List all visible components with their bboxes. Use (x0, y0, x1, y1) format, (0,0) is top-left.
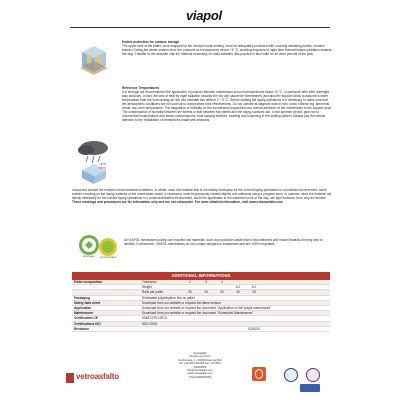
table-row-label: Revisione (74, 326, 90, 331)
table-cell: 20 (220, 290, 224, 295)
footer-line: Via Romana, 1 - 00000 Ravenna (RA) (178, 358, 222, 362)
table-row-sub: 0048-CPR-10074 (142, 316, 167, 321)
table-row-sub: Rolls per pallet (142, 290, 164, 295)
table-row-label (72, 285, 142, 289)
table-row-label: Certification CE (74, 316, 98, 321)
information-notice: These markings and procedures are for information only and are not exhaustive. For more detailed information, visit www.retsoasfalto.com (72, 200, 283, 204)
table-cell: 30 (188, 290, 192, 295)
viapol-logo: viapol (186, 8, 222, 23)
header-divider (70, 27, 330, 28)
footer-contact (170, 352, 230, 379)
vetroasfalto-logo-text: vetroasfalto (76, 372, 119, 381)
table-row (72, 327, 330, 332)
table-title: ADDITIONAL INFORMATIONS (72, 272, 330, 280)
pallet-illustration (74, 38, 114, 78)
table-cell: 5,0 (251, 285, 257, 290)
table-cell: 4 (221, 280, 223, 284)
footer-line: P.IVA 00000000000 (188, 375, 212, 379)
table-row-sub (142, 327, 182, 331)
footer-line: www.retsoasfalto.com (187, 372, 213, 376)
table-row-label: Packaging (74, 295, 90, 300)
table-cell: 25 (204, 290, 208, 295)
footer-line: Società per Azioni (189, 355, 211, 359)
table-row-sub: Download from our website or request the document "Application of the Viapol membranes" (142, 306, 272, 311)
table-body (72, 280, 330, 332)
quality-logo (252, 367, 266, 381)
ecosustainable-badge-label: ECOSOSTENIBILE (100, 257, 116, 259)
cloud-illustration (74, 138, 114, 188)
table-row-sub: Thickness (142, 280, 157, 284)
table-row-label: Safety data sheet (74, 300, 101, 305)
table-cell: 3 (205, 280, 207, 284)
table-row-sub: Download from our website or request the latest version (142, 300, 221, 305)
table-cell: 30 (236, 290, 240, 295)
table-cell: 02/2020 (248, 326, 260, 331)
recyclable-badge (78, 234, 100, 256)
footer-line: info@retsoasfalto.com (187, 369, 213, 373)
additional-info-table (72, 272, 330, 332)
ecosustainable-badge (98, 237, 118, 257)
table-row-label: Maintenance (74, 311, 94, 316)
certification-logo-1 (284, 368, 298, 382)
pallet-body: The upper face of the pallet, once wrapped by the invoiced solar heating, must be adequately protected with covering insulating panels, wooden boards. During the winter season store the products at a temperature above +5 °C, avoiding exposure to night-time thermal losses (radiation towards the sky). Transfer to the worksite only the material necessary for daily activities; this practice is also valid for all other periods of the year. (122, 44, 332, 56)
cold-temp-label: +5°C (99, 162, 106, 166)
table-row-sub: Download from our website or request the document "Scheduled Maintenance" (142, 311, 254, 316)
table-row-label: Application (74, 306, 92, 311)
table-row-sub: 9001:2015 (142, 321, 158, 326)
temperature-body: It is strongly not recommended the application of polymer-bitumen membranes at room temperatures below +5 °C, in particular after their overnight stay outdoors. In fact, the loss of heat by night radiation towards the sky can cause the membranes (and also the support deck) to assume a lower temperature than the surrounding air. We can estimate this delta in 2 ÷ 5 °C. Before starting the laying operations it is necessary to make sure that the atmospheric conditions are not such as to compromise their effectiveness. Do not operate at stagnant work in rain, snow, intense fog, abnormal winds, low room temperature. The stagnation of humidity on the membranes jeopardizes the normal adhesion of the membranes to the support deck. The condensation of humidity between the sheets or that between the sheets and the laying surfaces can, in the summer period, give rise to uncontrolled evaporations and steam overpressures, thus causing bubbles, swelling and loosening in the sealing system. Always pay the utmost attention to the installation of membranes made with seasonal (122, 90, 332, 122)
temperature-section (122, 86, 332, 122)
footer-line: 000000000 (193, 365, 207, 369)
continuation-body: compound outside the foreseen environmental conditions. In winter, store the material that is not strictly necessary for the current laying operations in a protected environment, avoid sudden unrolling on the laying surfaces of the membranes which, if necessary, must be previously heated slightly and uniformly using a propane torch. In summer, store the material not strictly necessary for the current laying operations in a protected/shaded environment, avoid the application in the warmest hours of the day, use light footwear, burn only as needed. (72, 188, 332, 200)
table-cell: 4,0 (235, 285, 241, 290)
table-row-label: Pallet composition (74, 280, 103, 284)
table-row-values (182, 327, 330, 331)
table-row-values (182, 285, 330, 289)
pallet-heading: Pallets protection for outdoor storage (122, 40, 180, 44)
table-row-values (182, 280, 330, 284)
table-row-sub: Shrinkable polyethylene film on pallet (142, 295, 195, 300)
table-cell: 25 (252, 290, 256, 295)
temperature-heading: Reference Temperatures (122, 86, 160, 90)
table-row-label (72, 290, 142, 294)
footer-line: Tel. +39 0544 000000 Fax +39 0544 (179, 362, 221, 366)
recyclable-badge-label: RECICLABLE (83, 256, 95, 258)
pallet-section (122, 40, 332, 56)
table-row-label: Certifications ISO (74, 321, 101, 326)
table-row-values (182, 290, 330, 294)
continuation-section (72, 188, 334, 204)
table-row-sub: Weight (142, 285, 152, 290)
cold-temp-label-2: ≈5°C (99, 166, 106, 170)
table-cell: 2 (189, 280, 191, 284)
certification-logo-3 (300, 384, 320, 392)
eco-body: All VIAPOL membranes partly use recycled raw materials, such as production waste that is reconditioned and reused instead of being sent to landfills. Furthermore, VIAPOL membranes do not contain dangerous substances and are 100% recyclable. (124, 238, 323, 246)
vetroasfalto-logo (66, 372, 130, 384)
certification-logo-2 (306, 368, 320, 382)
eco-section (124, 238, 332, 246)
footer-line: Vetroasfalto (193, 352, 207, 355)
